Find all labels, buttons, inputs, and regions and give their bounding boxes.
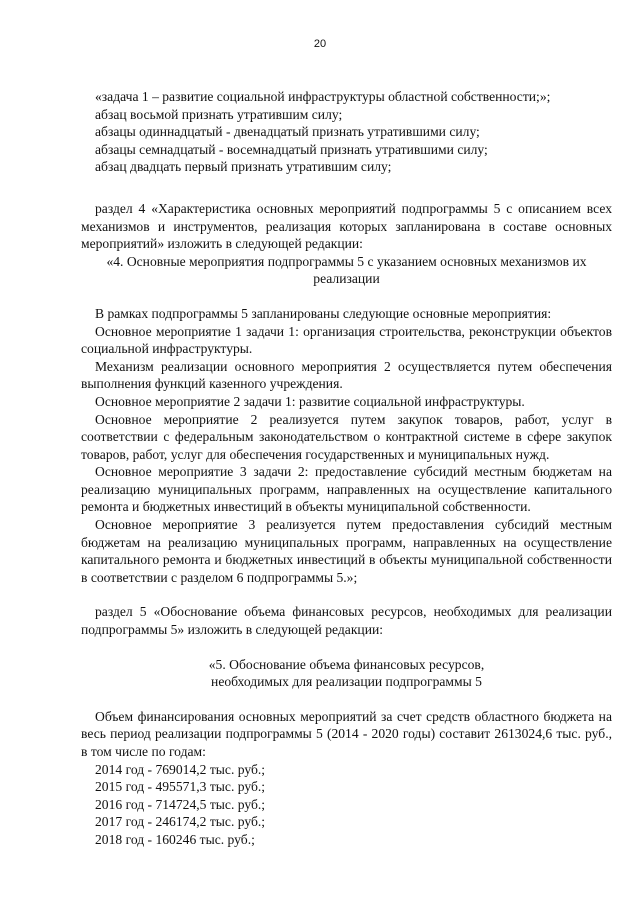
year-amount-line: 2018 год - 160246 тыс. руб.;	[95, 831, 255, 847]
section4-heading: «4. Основные мероприятия подпрограммы 5 с указанием основных механизмов их реализации	[106, 253, 587, 287]
section4-paragraph: Основное мероприятие 3 реализуется путем предоставления субсидий местным бюджетам на реализацию муниципальных программ, направленных на осуществление капитального ремонта и бюджетных инвестиций в объекты муниципальной собственности в соответствии с разделом 6 подпрограммы 5.»;	[81, 517, 612, 585]
section4-paragraph: Основное мероприятие 3 задачи 2: предоставление субсидий местным бюджетам на реализацию муниципальных программ, направленных на осуществление капитального ремонта и бюджетных инвестиций в объекты муниципальной собственности.	[81, 464, 612, 515]
section4-intro: раздел 4 «Характеристика основных мероприятий подпрограммы 5 с описанием всех механизмов и инструментов, реализация которых запланирована в составе основных мероприятий» изложить в следующей редакции:	[81, 200, 612, 252]
page-number: 20	[313, 38, 327, 50]
spacer	[81, 691, 612, 708]
spacer	[81, 288, 612, 305]
amendment-line: абзацы одиннадцатый - двенадцатый признать утратившими силу;	[95, 124, 480, 140]
year-amount-line: 2016 год - 714724,5 тыс. руб.;	[95, 796, 266, 812]
year-amount-line: 2014 год - 769014,2 тыс. руб.;	[95, 761, 266, 777]
spacer	[81, 176, 612, 200]
section4-paragraph: Механизм реализации основного мероприятия 2 осуществляется путем обеспечения выполнения функций казенного учреждения.	[81, 358, 612, 392]
section5-heading-line2: необходимых для реализации подпрограммы 5	[211, 674, 482, 690]
amendment-line: «задача 1 – развитие социальной инфраструктуры областной собственности;»;	[95, 89, 551, 104]
financing-text: Объем финансирования основных мероприятий за счет средств областного бюджета на весь период реализации подпрограммы 5 (2014 - 2020 годы) составит 2613024,6 тыс. руб., в том числе по годам:	[81, 708, 612, 759]
spacer	[81, 639, 612, 656]
section4-paragraph: Основное мероприятие 2 задачи 1: развитие социальной инфраструктуры.	[95, 393, 525, 409]
year-amount-line: 2015 год - 495571,3 тыс. руб.;	[95, 779, 266, 795]
year-amount-line: 2017 год - 246174,2 тыс. руб.;	[95, 814, 266, 830]
document-body	[81, 88, 612, 849]
section5-heading-line1: «5. Обоснование объема финансовых ресурсов,	[208, 656, 485, 672]
amendment-line: абзац двадцать первый признать утратившим силу;	[95, 159, 392, 175]
section4-paragraph: В рамках подпрограммы 5 запланированы следующие основные мероприятия:	[95, 305, 552, 321]
section4-paragraph: Основное мероприятие 1 задачи 1: организация строительства, реконструкции объектов социальной инфраструктуры.	[81, 323, 612, 357]
section4-paragraph: Основное мероприятие 2 реализуется путем закупок товаров, работ, услуг в соответствии с федеральным законодательством о контрактной системе в сфере закупок товаров, работ, услуг для обеспечения государственных и муниципальных нужд.	[81, 411, 612, 462]
section5-intro: раздел 5 «Обоснование объема финансовых ресурсов, необходимых для реализации подпрограммы 5» изложить в следующей редакции:	[81, 604, 612, 638]
amendment-line: абзацы семнадцатый - восемнадцатый признать утратившими силу;	[95, 141, 488, 157]
spacer	[81, 586, 612, 603]
amendment-line: абзац восьмой признать утратившим силу;	[95, 106, 343, 122]
